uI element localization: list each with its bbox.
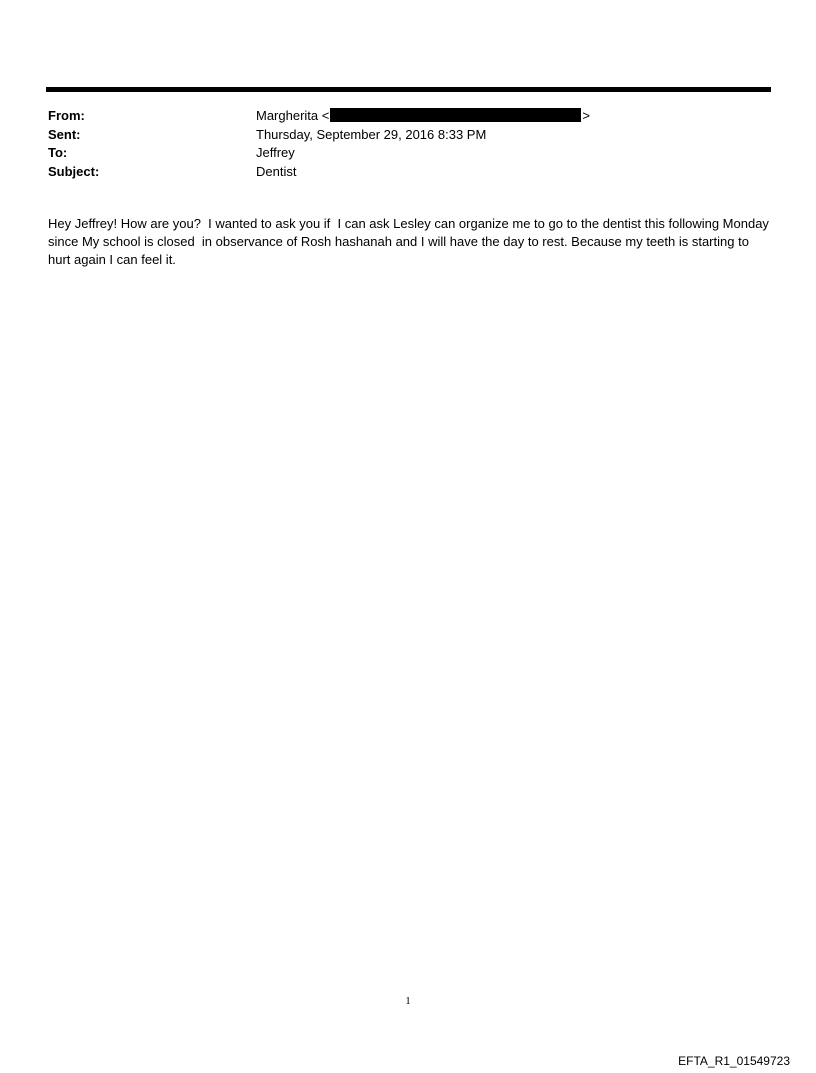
from-name: Margherita < bbox=[256, 108, 330, 123]
subject-value: Dentist bbox=[256, 163, 297, 179]
page-number: 1 bbox=[405, 995, 411, 1007]
subject-label: Subject: bbox=[48, 163, 100, 179]
from-row bbox=[48, 107, 768, 126]
from-label: From: bbox=[48, 108, 85, 123]
to-row bbox=[48, 144, 768, 163]
redaction-box bbox=[330, 108, 581, 122]
sent-value: Thursday, September 29, 2016 8:33 PM bbox=[256, 126, 487, 142]
sent-row bbox=[48, 126, 768, 145]
sent-label: Sent: bbox=[48, 126, 81, 142]
email-body: Hey Jeffrey! How are you? I wanted to ask you if I can ask Lesley can organize me to go to the dentist this following Monday since My school is closed in observance of Rosh hashanah and I will have the day to rest. Because my teeth is starting to hurt again I can feel it. bbox=[48, 216, 773, 267]
email-header bbox=[48, 107, 768, 181]
subject-row bbox=[48, 163, 768, 182]
from-value bbox=[256, 107, 590, 126]
to-label: To: bbox=[48, 145, 68, 160]
document-id: EFTA_R1_01549723 bbox=[678, 1054, 790, 1068]
header-divider-rule bbox=[46, 87, 771, 92]
to-value: Jeffrey bbox=[256, 145, 295, 160]
from-suffix: > bbox=[582, 108, 590, 123]
